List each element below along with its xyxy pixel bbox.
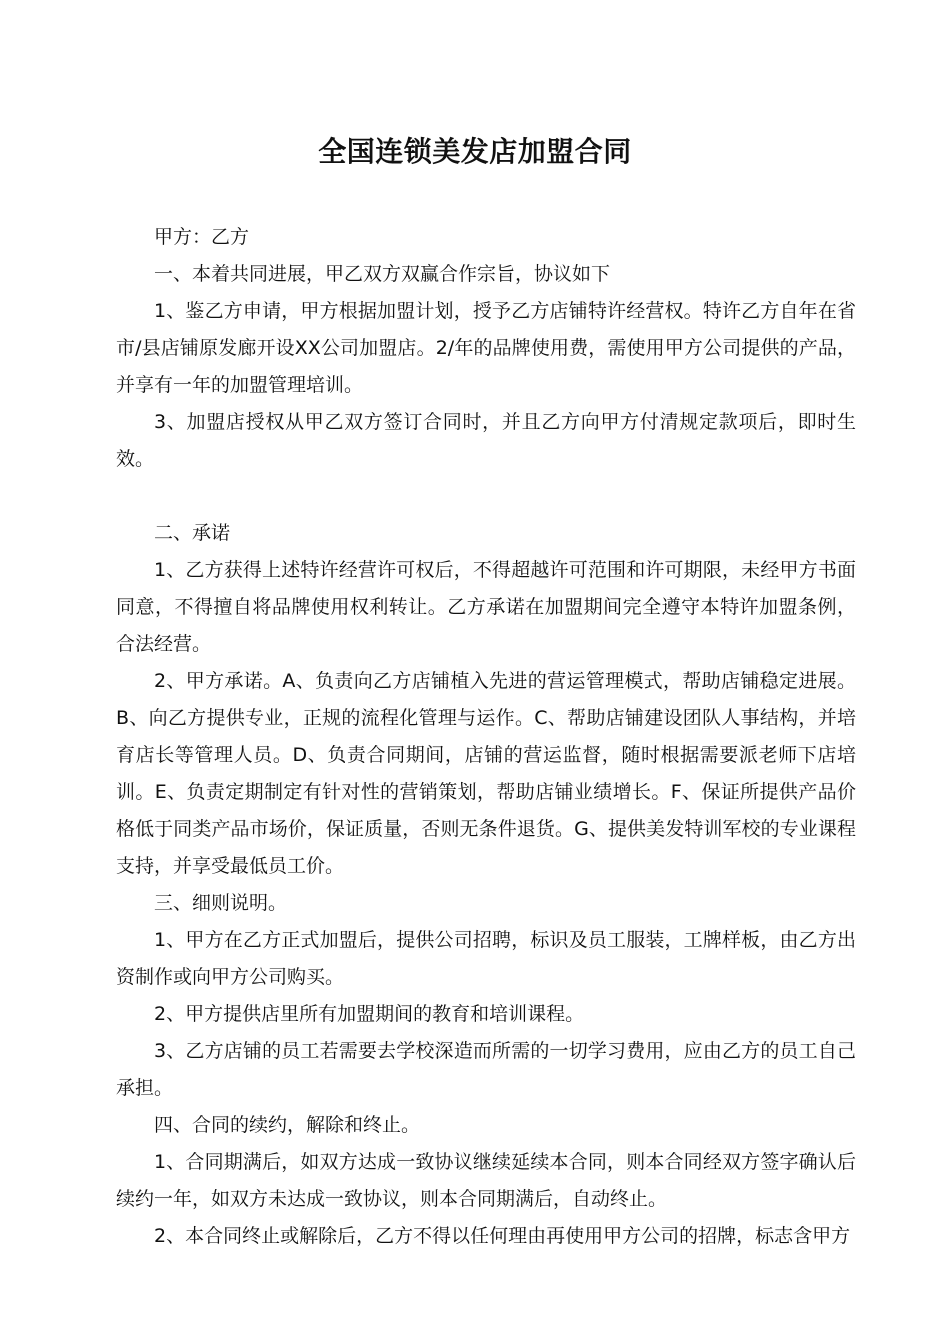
section-spacer	[116, 478, 856, 515]
section-1-heading: 一、本着共同进展，甲乙双方双赢合作宗旨，协议如下	[154, 263, 611, 285]
document-body	[116, 219, 856, 1255]
clause-4-2: 2、本合同终止或解除后，乙方不得以任何理由再使用甲方公司的招牌，标志含甲方	[154, 1225, 851, 1247]
section-4-heading: 四、合同的续约，解除和终止。	[154, 1114, 421, 1136]
clause-3-3: 3、乙方店铺的员工若需要去学校深造而所需的一切学习费用，应由乙方的员工自己承担。	[116, 1040, 856, 1099]
section-2-heading: 二、承诺	[154, 522, 231, 544]
clause-2-1: 1、乙方获得上述特许经营许可权后，不得超越许可范围和许可期限，未经甲方书面同意，不得擅自将品牌使用权利转让。乙方承诺在加盟期间完全遵守本特许加盟条例，合法经营。	[116, 559, 856, 655]
clause-1-1: 1、鉴乙方申请，甲方根据加盟计划，授予乙方店铺特许经营权。特许乙方自年在省市/县店铺原发廊开设XX公司加盟店。2/年的品牌使用费，需使用甲方公司提供的产品，并享有一年的加盟管理培训。	[116, 300, 856, 396]
document-title: 全国连锁美发店加盟合同	[318, 135, 632, 168]
clause-4-1: 1、合同期满后，如双方达成一致协议继续延续本合同，则本合同经双方签字确认后续约一年，如双方未达成一致协议，则本合同期满后，自动终止。	[116, 1151, 856, 1210]
clause-3-2: 2、甲方提供店里所有加盟期间的教育和培训课程。	[154, 1003, 585, 1025]
section-3-heading: 三、细则说明。	[154, 892, 288, 914]
clause-3-1: 1、甲方在乙方正式加盟后，提供公司招聘，标识及员工服装，工牌样板，由乙方出资制作或向甲方公司购买。	[116, 929, 856, 988]
clause-1-3: 3、加盟店授权从甲乙双方签订合同时，并且乙方向甲方付清规定款项后，即时生效。	[116, 411, 856, 470]
party-line: 甲方：乙方	[154, 226, 250, 248]
clause-2-2: 2、甲方承诺。A、负责向乙方店铺植入先进的营运管理模式，帮助店铺稳定进展。B、向乙方提供专业，正规的流程化管理与运作。C、帮助店铺建设团队人事结构，并培育店长等管理人员。D、负责合同期间，店铺的营运监督，随时根据需要派老师下店培训。E、负责定期制定有针对性的营销策划，帮助店铺业绩增长。F、保证所提供产品价格低于同类产品市场价，保证质量，否则无条件退货。G、提供美发特训军校的专业课程支持，并享受最低员工价。	[116, 670, 856, 877]
